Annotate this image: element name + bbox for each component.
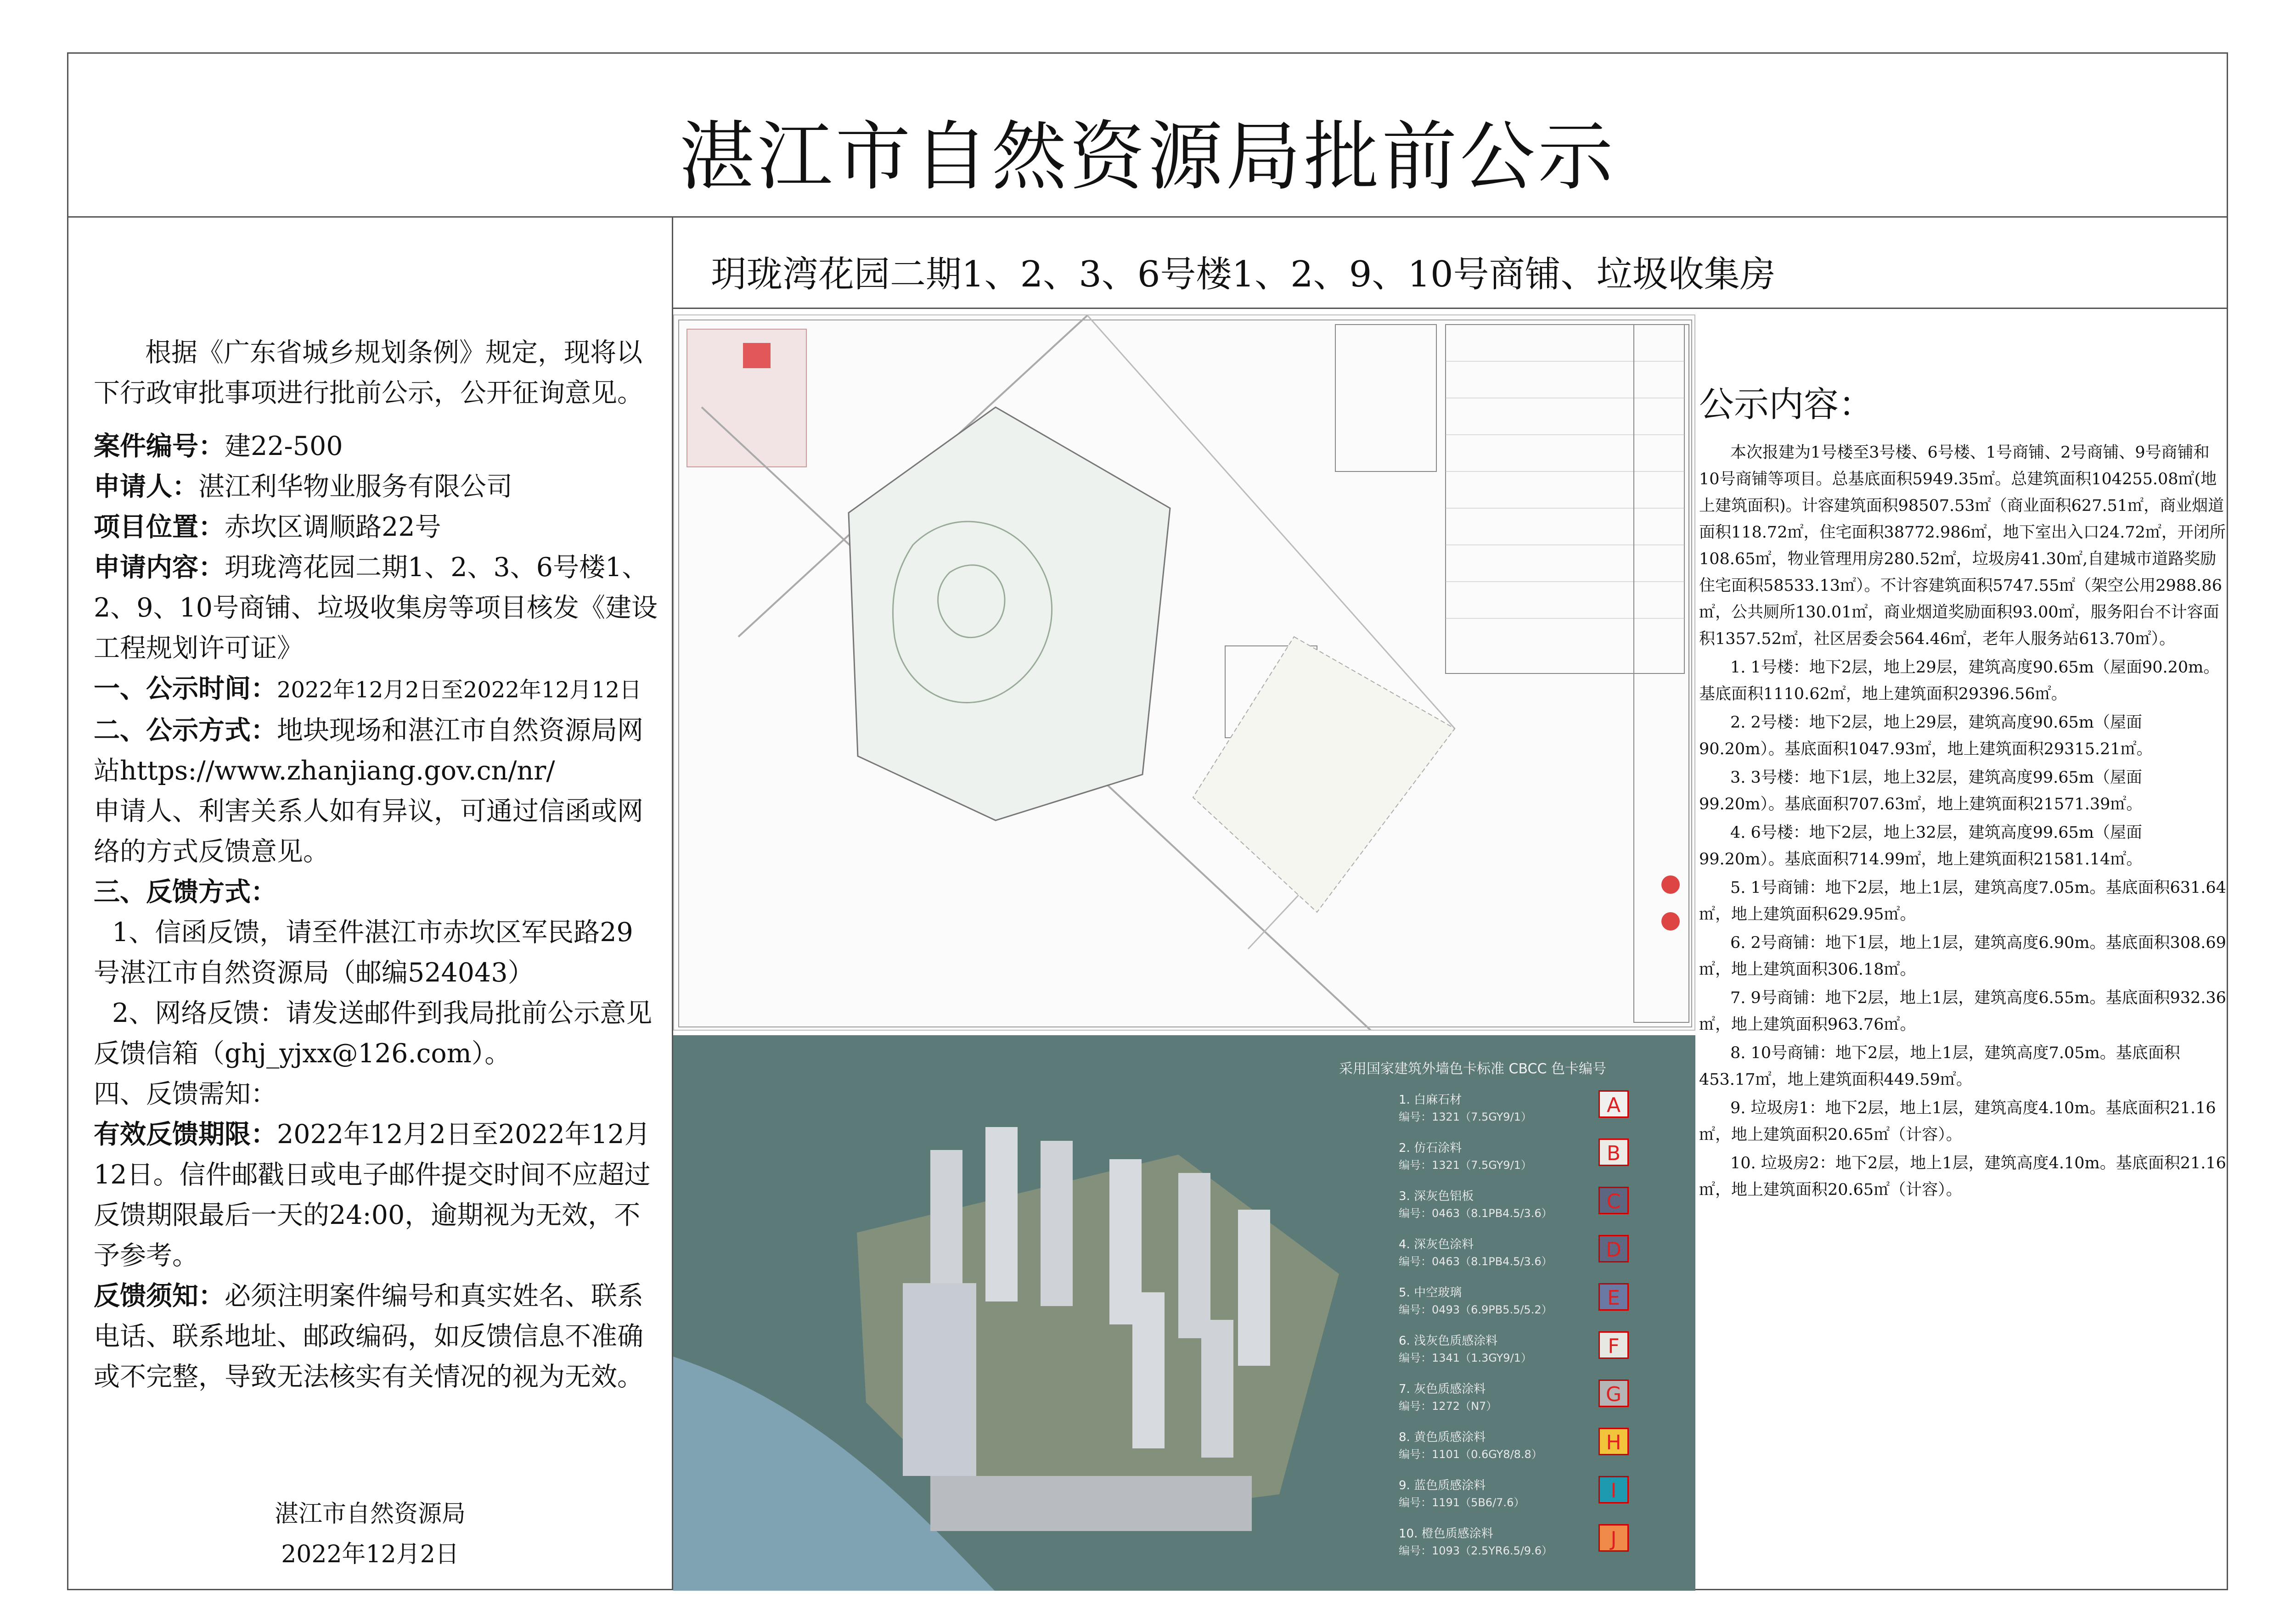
swatch-code: 编号：0493（6.9PB5.5/5.2） — [1399, 1303, 1553, 1316]
swatch-letter-box: H — [1598, 1428, 1629, 1455]
feedback-requirements — [94, 1276, 658, 1397]
swatch-letter-box: G — [1598, 1380, 1629, 1407]
swatch-letter-box: J — [1598, 1524, 1629, 1552]
swatch-name: 9. 蓝色质感涂料 — [1399, 1479, 1486, 1492]
swatch-letter-box: C — [1598, 1187, 1629, 1214]
swatch-code: 编号：1341（1.3GY9/1） — [1399, 1352, 1532, 1364]
content-label: 申请内容： — [94, 552, 225, 583]
signature-block — [67, 1494, 673, 1575]
case-label: 案件编号： — [94, 431, 225, 461]
color-swatch-row — [1399, 1331, 1656, 1377]
notice-paragraph: 7. 9号商铺：地下2层，地上1层，建筑高度6.55m。基底面积932.36㎡，地上建筑面积963.76㎡。 — [1699, 989, 2226, 1034]
intro-paragraph: 根据《广东省城乡规划条例》规定，现将以下行政审批事项进行批前公示，公开征询意见。 — [94, 337, 643, 408]
location-value: 赤坎区调顺路22号 — [225, 512, 441, 542]
must-label: 反馈须知： — [94, 1280, 225, 1311]
notice-paragraph: 2. 2号楼：地下2层，地上29层，建筑高度90.65m（屋面90.20m）。基底面积1047.93㎡，地上建筑面积29315.21㎡。 — [1699, 713, 2153, 758]
color-swatch-row — [1399, 1187, 1656, 1233]
notice-paragraph: 本次报建为1号楼至3号楼、6号楼、1号商铺、2号商铺、9号商铺和10号商铺等项目。总基底面积5949.35㎡。总建筑面积104255.08㎡(地上建筑面积)。计容建筑面积98507.53㎡（商业面积627.51㎡，商业烟道面积118.72㎡，住宅面积38772.986㎡，地下室出入口24.72㎡，开闭所108.65㎡，物业管理用房280.52㎡，垃圾房41.30㎡,自建城市道路奖励住宅面积58533.13㎡）。不计容建筑面积5747.55㎡（架空公用2988.86㎡，公共厕所130.01㎡，商业烟道奖励面积93.00㎡，服务阳台不计容面积1357.52㎡，社区居委会564.46㎡，老年人服务站613.70㎡）。 — [1699, 443, 2226, 648]
feedback-email: 2、网络反馈：请发送邮件到我局批前公示意见反馈信箱（ghj_yjxx@126.com）。 — [94, 998, 653, 1069]
swatch-code: 编号：1191（5B6/7.6） — [1399, 1496, 1525, 1509]
swatch-name: 4. 深灰色涂料 — [1399, 1238, 1474, 1251]
time-value: 2022年12月2日至2022年12月12日 — [277, 677, 642, 703]
feedback-letter: 1、信函反馈，请至件湛江市赤坎区军民路29号湛江市自然资源局（邮编524043） — [94, 917, 633, 988]
site-plan-drawing — [673, 314, 1695, 1031]
swatch-name: 3. 深灰色铝板 — [1399, 1189, 1474, 1203]
needs-heading: 四、反馈需知： — [94, 1079, 277, 1109]
left-column — [67, 218, 673, 1590]
color-swatch-list — [1399, 1090, 1656, 1586]
swatch-code: 编号：0463（8.1PB4.5/3.6） — [1399, 1255, 1553, 1268]
color-swatch-row — [1399, 1090, 1656, 1136]
aerial-rendering — [673, 1035, 1695, 1591]
method-value: 地块现场和湛江市自然资源局网站https://www.zhanjiang.gov.cn/nr/ — [94, 715, 643, 786]
notice-paragraph: 5. 1号商铺：地下2层，地上1层，建筑高度7.05m。基底面积631.64㎡，地上建筑面积629.95㎡。 — [1699, 879, 2226, 924]
case-number — [94, 426, 658, 466]
project-title: 玥珑湾花园二期1、2、3、6号楼1、2、9、10号商铺、垃圾收集房 — [711, 254, 1776, 295]
notice-paragraph: 1. 1号楼：地下2层，地上29层，建筑高度90.65m（屋面90.20m。基底面积1110.62㎡，地上建筑面积29396.56㎡。 — [1699, 658, 2220, 703]
color-swatch-row — [1399, 1380, 1656, 1425]
feedback-period — [94, 1114, 658, 1276]
period-value: 2022年12月2日至2022年12月12日。信件邮戳日或电子邮件提交时间不应超过反馈期限最后一天的24:00，逾期视为无效，不予参考。 — [94, 1119, 651, 1271]
swatch-code: 编号：1101（0.6GY8/8.8） — [1399, 1448, 1542, 1461]
applicant-label: 申请人： — [94, 471, 198, 502]
notice-content — [1699, 376, 2227, 1205]
period-label: 有效反馈期限： — [94, 1119, 277, 1150]
time-label: 一、公示时间： — [94, 673, 277, 704]
color-swatch-row — [1399, 1283, 1656, 1329]
notice-paragraph: 8. 10号商铺：地下2层，地上1层，建筑高度7.05m。基底面积453.17㎡，地上建筑面积449.59㎡。 — [1699, 1044, 2180, 1089]
applicant — [94, 466, 658, 507]
color-swatch-row — [1399, 1139, 1656, 1184]
notice-heading: 公示内容： — [1699, 384, 1874, 425]
swatch-name: 1. 白麻石材 — [1399, 1093, 1462, 1107]
notice-paragraph: 10. 垃圾房2：地下2层，地上1层，建筑高度4.10m。基底面积21.16㎡，地上建筑面积20.65㎡（计容）。 — [1699, 1154, 2226, 1199]
notice-paragraph: 3. 3号楼：地下1层，地上32层，建筑高度99.65m（屋面99.20m）。基底面积707.63㎡，地上建筑面积21571.39㎡。 — [1699, 768, 2143, 813]
project-location — [94, 507, 658, 547]
notice-body — [1699, 439, 2227, 1203]
swatch-name: 6. 浅灰色质感涂料 — [1399, 1334, 1498, 1348]
swatch-letter-box: A — [1598, 1090, 1629, 1118]
left-text — [94, 332, 658, 1397]
application-content — [94, 547, 658, 668]
swatch-letter-box: D — [1598, 1235, 1629, 1262]
case-value: 建22-500 — [225, 431, 343, 461]
notice-paragraph: 6. 2号商铺：地下1层，地上1层，建筑高度6.90m。基底面积308.69㎡，地上建筑面积306.18㎡。 — [1699, 934, 2226, 979]
feedback-heading: 三、反馈方式： — [94, 876, 277, 907]
color-swatch-row — [1399, 1476, 1656, 1522]
swatch-name: 8. 黄色质感涂料 — [1399, 1430, 1486, 1444]
color-swatch-row — [1399, 1428, 1656, 1474]
swatch-letter-box: B — [1598, 1139, 1629, 1166]
issuing-org: 湛江市自然资源局 — [274, 1500, 466, 1528]
must-value: 必须注明案件编号和真实姓名、联系电话、联系地址、邮政编码，如反馈信息不准确或不完整，导致无法核实有关情况的视为无效。 — [94, 1281, 643, 1392]
swatch-name: 5. 中空玻璃 — [1399, 1286, 1462, 1300]
content-value: 玥珑湾花园二期1、2、3、6号楼1、2、9、10号商铺、垃圾收集房等项目核发《建设工程规划许可证》 — [94, 552, 658, 663]
publicity-time — [94, 668, 658, 710]
swatch-name: 7. 灰色质感涂料 — [1399, 1382, 1486, 1396]
page-title: 湛江市自然资源局批前公示 — [679, 113, 1616, 201]
publicity-method — [94, 710, 658, 791]
swatch-letter-box: E — [1598, 1283, 1629, 1311]
swatch-code: 编号：0463（8.1PB4.5/3.6） — [1399, 1207, 1553, 1220]
notice-paragraph: 4. 6号楼：地下2层，地上32层，建筑高度99.65m（屋面99.20m）。基底面积714.99㎡，地上建筑面积21581.14㎡。 — [1699, 824, 2143, 869]
header-divider — [673, 308, 2228, 309]
location-label: 项目位置： — [94, 511, 225, 542]
swatch-letter-box: F — [1598, 1331, 1629, 1359]
site-plan-svg — [674, 315, 1695, 1031]
color-swatch-row — [1399, 1524, 1656, 1570]
swatch-name: 10. 橙色质感涂料 — [1399, 1527, 1493, 1541]
applicant-value: 湛江利华物业服务有限公司 — [198, 471, 512, 502]
method-label: 二、公示方式： — [94, 715, 277, 746]
method-note: 申请人、利害关系人如有异议，可通过信函或网络的方式反馈意见。 — [94, 796, 643, 867]
color-legend-title: 采用国家建筑外墙色卡标准 CBCC 色卡编号 — [1339, 1061, 1606, 1077]
swatch-code: 编号：1093（2.5YR6.5/9.6） — [1399, 1544, 1553, 1557]
swatch-code: 编号：1321（7.5GY9/1） — [1399, 1111, 1532, 1123]
swatch-code: 编号：1321（7.5GY9/1） — [1399, 1159, 1532, 1172]
swatch-name: 2. 仿石涂料 — [1399, 1141, 1462, 1155]
color-swatch-row — [1399, 1235, 1656, 1281]
issue-date: 2022年12月2日 — [281, 1541, 459, 1568]
swatch-code: 编号：1272（N7） — [1399, 1400, 1497, 1413]
notice-paragraph: 9. 垃圾房1：地下2层，地上1层，建筑高度4.10m。基底面积21.16㎡，地上建筑面积20.65㎡（计容）。 — [1699, 1099, 2216, 1144]
title-row — [67, 52, 2228, 218]
swatch-letter-box: I — [1598, 1476, 1629, 1503]
